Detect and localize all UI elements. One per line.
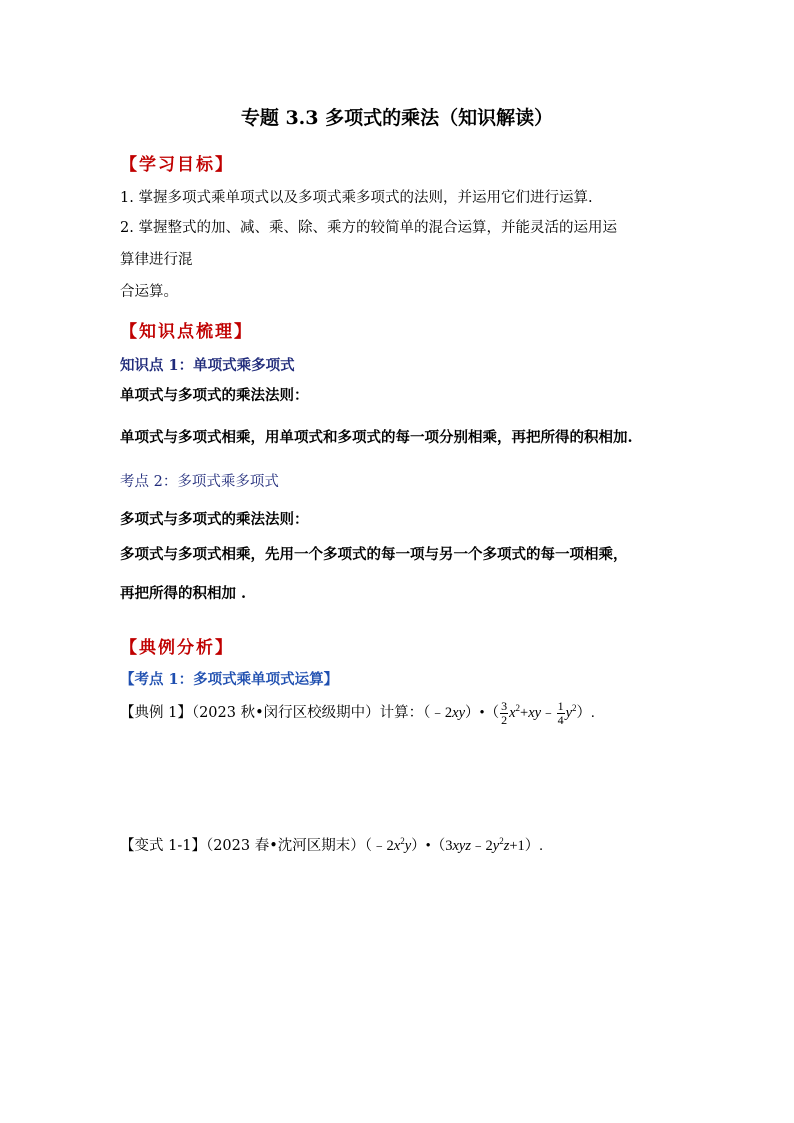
page-title: 专题 3.3 多项式的乘法（知识解读） — [240, 107, 554, 129]
example-1 — [120, 700, 595, 727]
goal-item-2-line-2: 算律进行混 — [120, 252, 193, 268]
variant-1-1-expression: $(﹣2x^2y)•(3xyz﹣2y^2z+1)$. — [364, 836, 543, 854]
goal-item-2-line-1: 2. 掌握整式的加、减、乘、除、乘方的较简单的混合运算，并能灵活的运用运 — [120, 220, 617, 236]
section-heading-examples: 【典例分析】 — [120, 638, 234, 658]
topic-1-heading: 【考点 1：多项式乘单项式运算】 — [120, 671, 339, 688]
knowledge-point-1-heading: 知识点 1：单项式乘多项式 — [120, 357, 295, 374]
knowledge-point-2-rule-line-1: 多项式与多项式相乘，先用一个多项式的每一项与另一个多项式的每一项相乘， — [120, 546, 628, 563]
goal-item-1: 1. 掌握多项式乘单项式以及多项式乘多项式的法则，并运用它们进行运算. — [120, 190, 593, 206]
goal-item-2-line-3: 合运算。 — [120, 284, 178, 300]
section-heading-goals: 【学习目标】 — [120, 155, 234, 175]
variant-1-1 — [120, 834, 543, 855]
knowledge-point-2-rule-title: 多项式与多项式的乘法法则： — [120, 511, 309, 528]
section-heading-knowledge: 【知识点梳理】 — [120, 322, 253, 342]
example-1-expression: （﹣2xy）•（ $\frac{3}{2}$ $x^2+xy﹣$ $\frac{1}{4}$ $y^2$）. — [423, 699, 595, 727]
knowledge-point-1-rule-title: 单项式与多项式的乘法法则： — [120, 387, 309, 404]
knowledge-point-1-rule: 单项式与多项式相乘，用单项式和多项式的每一项分别相乘，再把所得的积相加. — [120, 429, 633, 446]
knowledge-point-2-heading: 考点 2：多项式乘多项式 — [120, 474, 279, 490]
knowledge-point-2-rule-line-2: 再把所得的积相加 . — [120, 585, 247, 602]
variant-1-1-prefix: 【变式 1-1】（2023 春•沈河区期末） — [120, 838, 365, 854]
example-1-prefix: 【典例 1】（2023 秋•闵行区校级期中）计算： — [120, 704, 424, 721]
